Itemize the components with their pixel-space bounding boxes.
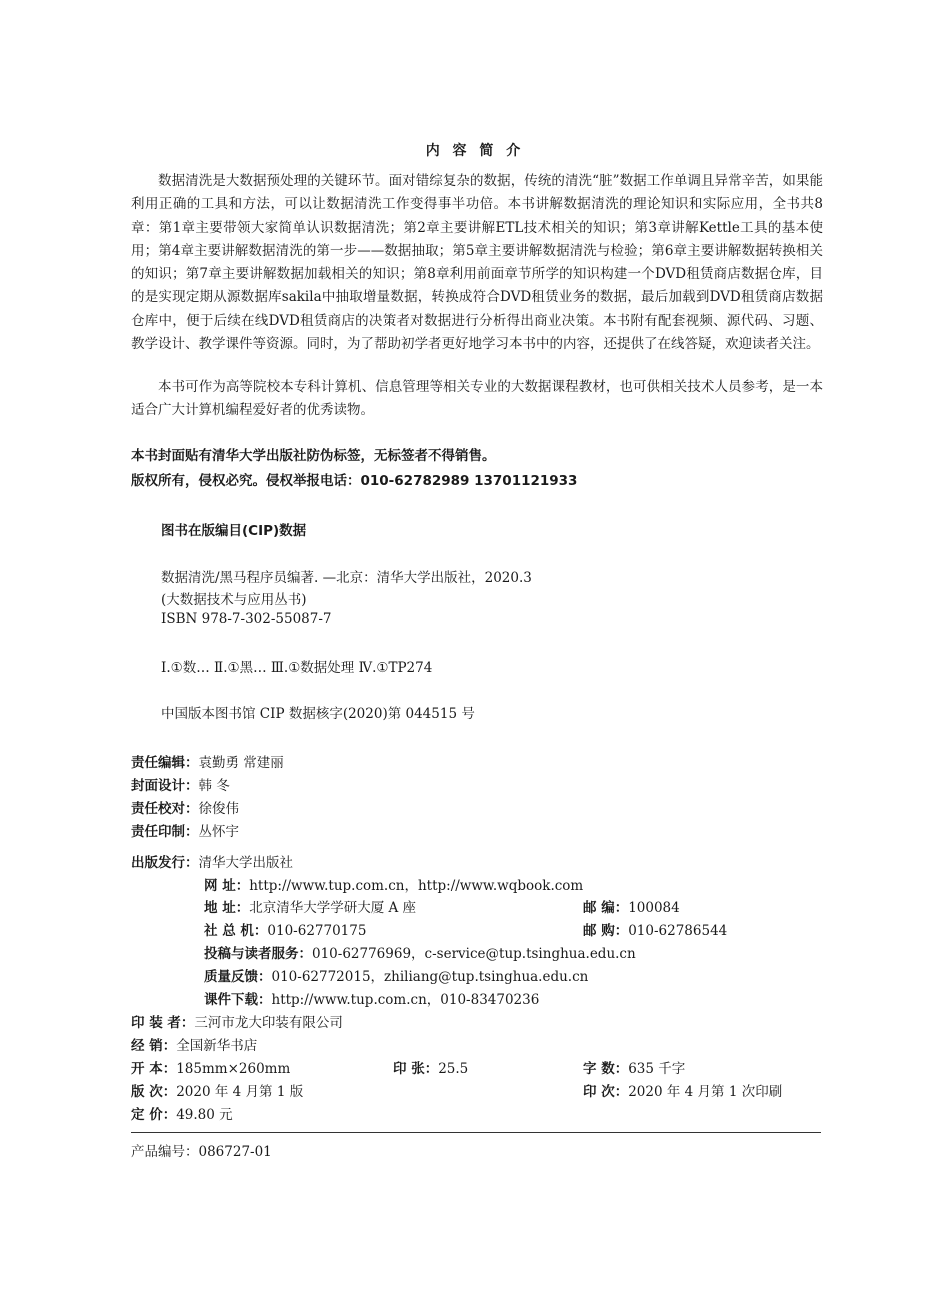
reader-service-value: 010-62776969，c-service@tup.tsinghua.edu.cn <box>312 946 636 962</box>
impression-row <box>583 1080 782 1100</box>
edition-value: 2020 年 4 月第 1 版 <box>176 1084 304 1100</box>
edition-row <box>131 1080 303 1100</box>
proofreader-row <box>131 797 239 817</box>
quality-feedback-row <box>204 965 588 985</box>
editor-label: 责任编辑： <box>131 755 199 771</box>
anti-counterfeit-notice: 本书封面贴有清华大学出版社防伪标签，无标签者不得销售。 <box>131 448 496 464</box>
intro-text-1: 数据清洗是大数据预处理的关键环节。面对错综复杂的数据，传统的清洗“脏”数据工作单调且异常辛苦，如果能利用正确的工具和方法，可以让数据清洗工作变得事半功倍。本书讲解数据清洗的理论知识和实际应用，全书共8章：第1章主要带领大家简单认识数据清洗；第2章主要讲解ETL技术相关的知识；第3章讲解Kettle工具的基本使用；第4章主要讲解数据清洗的第一步——数据抽取；第5章主要讲解数据清洗与检验；第6章主要讲解数据转换相关的知识；第7章主要讲解数据加载相关的知识；第8章利用前面章节所学的知识构建一个DVD租赁商店数据仓库，目的是实现定期从源数据库sakila中抽取增量数据，转换成符合DVD租赁业务的数据，最后加载到DVD租赁商店数据仓库中，便于后续在线DVD租赁商店的决策者对数据进行分析得出商业决策。本书附有配套视频、源代码、习题、教学设计、教学课件等资源。同时，为了帮助初学者更好地学习本书中的内容，还提供了在线答疑，欢迎读者关注。 <box>131 173 823 353</box>
word-count-row <box>583 1057 685 1077</box>
publisher-row <box>131 851 293 871</box>
product-number-label: 产品编号： <box>131 1144 199 1160</box>
mail-order-value: 010-62786544 <box>628 923 728 939</box>
zipcode-value: 100084 <box>628 900 680 916</box>
cip-classification: Ⅰ.①数… Ⅱ.①黑… Ⅲ.①数据处理 Ⅳ.①TP274 <box>161 660 433 676</box>
format-label: 开 本： <box>131 1061 177 1077</box>
address-label: 地 址： <box>204 900 250 916</box>
price-value: 49.80 元 <box>176 1107 233 1123</box>
quality-feedback-label: 质量反馈： <box>204 969 272 985</box>
courseware-label: 课件下载： <box>204 992 272 1008</box>
printer-value: 三河市龙大印装有限公司 <box>194 1015 343 1031</box>
distributor-value: 全国新华书店 <box>176 1038 258 1054</box>
mail-order-label: 邮 购： <box>583 923 629 939</box>
reader-service-label: 投稿与读者服务： <box>204 946 312 962</box>
product-number-row <box>131 1140 272 1160</box>
cip-title-line: 数据清洗/黑马程序员编著. —北京：清华大学出版社，2020.3 <box>161 570 532 586</box>
cip-isbn: ISBN 978-7-302-55087-7 <box>161 611 332 627</box>
address-row <box>204 896 416 916</box>
word-count-label: 字 数： <box>583 1061 629 1077</box>
distributor-row <box>131 1034 257 1054</box>
switchboard-row <box>204 919 366 939</box>
sheets-label: 印 张： <box>393 1061 439 1077</box>
proofreader-label: 责任校对： <box>131 801 199 817</box>
product-number-value: 086727-01 <box>198 1144 272 1160</box>
print-supervisor-label: 责任印制： <box>131 824 199 840</box>
cover-design-row <box>131 774 230 794</box>
zipcode-row <box>583 896 680 916</box>
publisher-name: 清华大学出版社 <box>198 855 293 871</box>
proofreader-value: 徐俊伟 <box>198 801 239 817</box>
price-label: 定 价： <box>131 1107 177 1123</box>
impression-label: 印 次： <box>583 1084 629 1100</box>
impression-value: 2020 年 4 月第 1 次印刷 <box>628 1084 783 1100</box>
courseware-value: http://www.tup.com.cn，010-83470236 <box>271 992 540 1008</box>
cip-record-number: 中国版本图书馆 CIP 数据核字(2020)第 044515 号 <box>161 706 475 722</box>
sheets-value: 25.5 <box>438 1061 469 1077</box>
intro-title: 内 容 简 介 <box>425 143 525 159</box>
switchboard-label: 社 总 机： <box>204 923 268 939</box>
edition-label: 版 次： <box>131 1084 177 1100</box>
word-count-value: 635 千字 <box>628 1061 686 1077</box>
print-supervisor-value: 丛怀宇 <box>198 824 239 840</box>
cip-series-line: (大数据技术与应用丛书) <box>161 592 307 608</box>
cover-design-label: 封面设计： <box>131 778 199 794</box>
editor-row <box>131 751 284 771</box>
cover-design-value: 韩 冬 <box>198 778 230 794</box>
intro-paragraph-1 <box>131 170 823 356</box>
intro-paragraph-2 <box>131 376 823 423</box>
publisher-label: 出版发行： <box>131 855 199 871</box>
website-label: 网 址： <box>204 878 250 894</box>
sheets-row <box>393 1057 468 1077</box>
printer-label: 印 装 者： <box>131 1015 195 1031</box>
cip-heading: 图书在版编目(CIP)数据 <box>161 523 307 539</box>
print-supervisor-row <box>131 820 239 840</box>
copyright-notice: 版权所有，侵权必究。侵权举报电话：010-62782989 13701121933 <box>131 473 578 489</box>
format-value: 185mm×260mm <box>176 1061 291 1077</box>
mail-order-row <box>583 919 727 939</box>
distributor-label: 经 销： <box>131 1038 177 1054</box>
website-row <box>204 874 583 894</box>
editor-value: 袁勤勇 常建丽 <box>198 755 284 771</box>
switchboard-value: 010-62770175 <box>267 923 367 939</box>
intro-text-2: 本书可作为高等院校本专科计算机、信息管理等相关专业的大数据课程教材，也可供相关技术人员参考，是一本适合广大计算机编程爱好者的优秀读物。 <box>131 379 823 419</box>
quality-feedback-value: 010-62772015，zhiliang@tup.tsinghua.edu.cn <box>271 969 589 985</box>
price-row <box>131 1103 233 1123</box>
courseware-row <box>204 988 539 1008</box>
address-value: 北京清华大学学研大厦 A 座 <box>249 900 417 916</box>
printer-row <box>131 1011 343 1031</box>
format-row <box>131 1057 290 1077</box>
reader-service-row <box>204 942 636 962</box>
divider-rule <box>131 1132 821 1133</box>
zipcode-label: 邮 编： <box>583 900 629 916</box>
website-value: http://www.tup.com.cn，http://www.wqbook.com <box>249 878 584 894</box>
